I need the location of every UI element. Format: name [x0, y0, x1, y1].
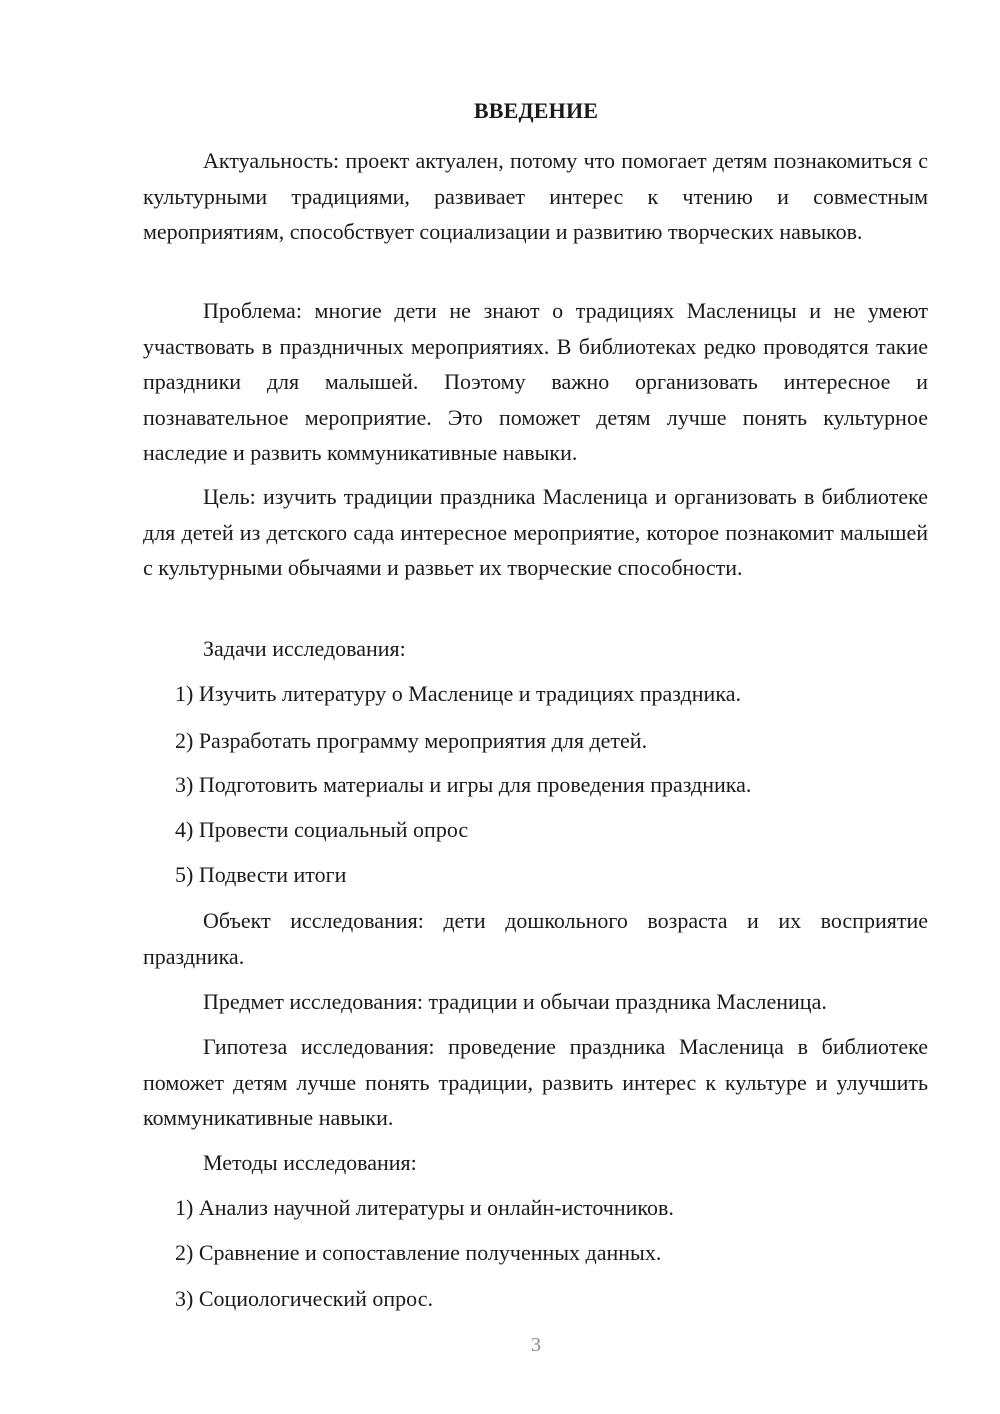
- task-item-3: 3) Подготовить материалы и игры для проведения праздника.: [175, 772, 752, 797]
- relevance-paragraph: Актуальность: проект актуален, потому что помогает детям познакомиться с культурными традициями, развивает интерес к чтению и совместным мероприятиям, способствует социализации и развитию творческих навыков.: [143, 148, 928, 244]
- task-item-5: 5) Подвести итоги: [175, 862, 347, 887]
- goal-paragraph: Цель: изучить традиции праздника Масленица и организовать в библиотеке для детей из детского сада интересное мероприятие, которое познакомит малышей с культурными обычаями и развьет их творческие способности.: [143, 484, 928, 580]
- tasks-heading: Задачи исследования:: [203, 636, 406, 661]
- method-item-3: 3) Социологический опрос.: [175, 1286, 433, 1311]
- hypothesis-paragraph: Гипотеза исследования: проведение праздника Масленица в библиотеке поможет детям лучше понять традиции, развить интерес к культуре и улучшить коммуникативные навыки.: [143, 1034, 928, 1130]
- problem-paragraph: Проблема: многие дети не знают о традициях Масленицы и не умеют участвовать в праздничных мероприятиях. В библиотеках редко проводятся такие праздники для малышей. Поэтому важно организовать интересное и познавательное мероприятие. Это поможет детям лучше понять культурное наследие и развить коммуникативные навыки.: [143, 298, 928, 465]
- page-number: 3: [531, 1334, 541, 1356]
- page-title: ВВЕДЕНИЕ: [473, 98, 599, 123]
- method-item-2: 2) Сравнение и сопоставление полученных данных.: [175, 1240, 662, 1265]
- task-item-4: 4) Провести социальный опрос: [175, 817, 469, 842]
- object-paragraph: Объект исследования: дети дошкольного возраста и их восприятие праздника.: [143, 908, 928, 969]
- task-item-2: 2) Разработать программу мероприятия для детей.: [175, 728, 648, 753]
- task-item-1: 1) Изучить литературу о Масленице и традициях праздника.: [175, 681, 741, 706]
- methods-heading: Методы исследования:: [203, 1150, 417, 1175]
- subject-paragraph: Предмет исследования: традиции и обычаи праздника Масленица.: [203, 989, 827, 1014]
- method-item-1: 1) Анализ научной литературы и онлайн-источников.: [175, 1195, 674, 1220]
